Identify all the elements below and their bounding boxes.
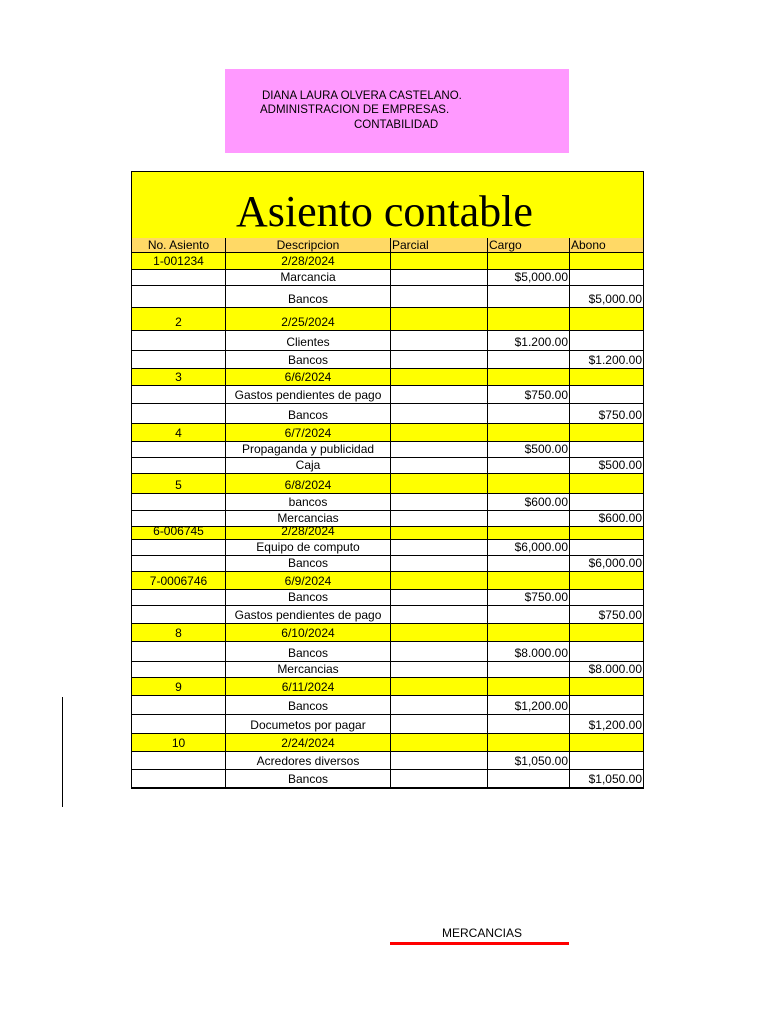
entry-description-cell — [226, 458, 391, 473]
entry-description: Documetos por pagar — [250, 718, 366, 732]
entry-debit-cell — [488, 662, 570, 677]
entry-description: 6/11/2024 — [281, 680, 335, 694]
entry-credit-cell — [570, 752, 643, 769]
entry-description: Bancos — [287, 772, 329, 786]
entry-partial-cell — [391, 527, 488, 539]
entry-partial-cell — [391, 662, 488, 677]
table-row — [132, 770, 643, 788]
column-header-label: Cargo — [489, 238, 522, 252]
entry-debit: $6,000.00 — [514, 540, 568, 554]
entry-credit-cell — [570, 404, 643, 423]
entry-partial-cell — [391, 770, 488, 787]
entry-description: 6/9/2024 — [284, 574, 332, 588]
entry-description-cell — [226, 752, 391, 769]
column-header-label: No. Asiento — [147, 238, 210, 252]
entry-number-cell — [132, 286, 226, 307]
entry-partial-cell — [391, 270, 488, 285]
entry-debit-cell — [488, 624, 570, 641]
entry-debit-cell — [488, 286, 570, 307]
entry-debit-cell — [488, 642, 570, 661]
entry-description-cell — [226, 351, 391, 368]
entry-debit-cell — [488, 734, 570, 751]
entry-number-cell — [132, 662, 226, 677]
entry-credit-cell — [570, 308, 643, 330]
entry-credit-cell — [570, 734, 643, 751]
entry-description: Bancos — [287, 590, 329, 604]
entry-description: Clientes — [286, 335, 330, 349]
entry-description: Acredores diversos — [256, 754, 360, 768]
table-row — [132, 442, 643, 458]
entry-number-cell — [132, 590, 226, 605]
entry-credit-cell — [570, 770, 643, 787]
entry-description-cell — [226, 369, 391, 385]
entry-description: 2/28/2024 — [281, 254, 335, 268]
entry-credit-cell — [570, 696, 643, 714]
entry-number-cell — [132, 424, 226, 441]
table-row — [132, 606, 643, 624]
table-row — [132, 715, 643, 734]
column-header-label: Descripcion — [276, 238, 340, 252]
entry-partial-cell — [391, 696, 488, 714]
entry-credit: $5,000.00 — [588, 292, 642, 306]
entry-partial-cell — [391, 308, 488, 330]
entry-credit-cell — [570, 369, 643, 385]
table-row — [132, 286, 643, 308]
entry-debit-cell — [488, 540, 570, 555]
entry-description: 2/25/2024 — [281, 315, 335, 329]
entry-debit-cell — [488, 572, 570, 589]
entry-description: Mercancias — [277, 511, 339, 525]
entry-description-cell — [226, 734, 391, 751]
entry-partial-cell — [391, 331, 488, 350]
entry-credit: $1,200.00 — [588, 718, 642, 732]
entry-credit-cell — [570, 474, 643, 493]
entry-description-cell — [226, 606, 391, 623]
entry-partial-cell — [391, 678, 488, 695]
entry-partial-cell — [391, 442, 488, 457]
column-header-label: Abono — [571, 238, 606, 252]
entry-debit: $750.00 — [524, 388, 568, 402]
entry-debit-cell — [488, 556, 570, 571]
entry-number-cell — [132, 474, 226, 493]
entry-description: Gastos pendientes de pago — [234, 608, 382, 622]
entry-description-cell — [226, 270, 391, 285]
entry-debit-cell — [488, 511, 570, 526]
entry-number: 3 — [175, 370, 182, 384]
table-row — [132, 662, 643, 678]
entry-credit: $500.00 — [598, 458, 642, 472]
entry-partial-cell — [391, 351, 488, 368]
entry-description: Marcancia — [280, 270, 336, 284]
entry-debit-cell — [488, 386, 570, 403]
entry-debit-cell — [488, 696, 570, 714]
entry-credit-cell — [570, 286, 643, 307]
entry-number-cell — [132, 606, 226, 623]
entry-partial-cell — [391, 404, 488, 423]
entry-debit-cell — [488, 527, 570, 539]
entry-header-row — [132, 424, 643, 442]
entry-number-cell — [132, 308, 226, 330]
entry-debit: $750.00 — [524, 590, 568, 604]
entry-credit: $600.00 — [598, 511, 642, 525]
red-underline — [390, 942, 569, 945]
entry-number-cell — [132, 715, 226, 733]
table-row — [132, 386, 643, 404]
entry-credit: $8.000.00 — [588, 662, 642, 676]
table-row — [132, 642, 643, 662]
table-row — [132, 752, 643, 770]
column-header-label: Parcial — [392, 238, 429, 252]
entry-credit-cell — [570, 678, 643, 695]
table-row — [132, 270, 643, 286]
entry-description: Bancos — [287, 699, 329, 713]
entry-number-cell — [132, 556, 226, 571]
entry-number-cell — [132, 458, 226, 473]
entry-description-cell — [226, 662, 391, 677]
entry-partial-cell — [391, 624, 488, 641]
entry-header-row — [132, 308, 643, 331]
entry-number-cell — [132, 624, 226, 641]
entry-partial-cell — [391, 606, 488, 623]
entry-number: 8 — [175, 626, 182, 640]
journal-entry-table — [131, 171, 644, 789]
entry-number: 1-001234 — [153, 254, 204, 268]
entry-description-cell — [226, 624, 391, 641]
table-row — [132, 458, 643, 474]
entry-credit: $6,000.00 — [588, 556, 642, 570]
entry-number-cell — [132, 270, 226, 285]
entry-debit-cell — [488, 442, 570, 457]
entry-credit-cell — [570, 351, 643, 368]
entry-debit: $1,200.00 — [514, 699, 568, 713]
entry-partial-cell — [391, 590, 488, 605]
entry-credit-cell — [570, 662, 643, 677]
entry-description-cell — [226, 253, 391, 269]
table-row — [132, 540, 643, 556]
entry-partial-cell — [391, 511, 488, 526]
entry-debit-cell — [488, 752, 570, 769]
entry-credit-cell — [570, 331, 643, 350]
entry-credit-cell — [570, 540, 643, 555]
entry-credit: $1.200.00 — [588, 353, 642, 367]
career-name: ADMINISTRACION DE EMPRESAS. — [260, 104, 450, 116]
entry-partial-cell — [391, 572, 488, 589]
table-row — [132, 590, 643, 606]
entry-credit: $750.00 — [598, 408, 642, 422]
entry-number-cell — [132, 642, 226, 661]
entry-description: Bancos — [287, 646, 329, 660]
entry-description: 6/8/2024 — [284, 478, 332, 492]
entry-description-cell — [226, 678, 391, 695]
table-row — [132, 404, 643, 424]
entry-debit-cell — [488, 351, 570, 368]
entry-credit-cell — [570, 642, 643, 661]
entry-debit: $1.200.00 — [514, 335, 568, 349]
entry-partial-cell — [391, 752, 488, 769]
entry-description: 2/24/2024 — [281, 736, 335, 750]
entry-credit-cell — [570, 494, 643, 510]
entry-debit-cell — [488, 494, 570, 510]
student-info-box — [225, 69, 569, 153]
entry-partial-cell — [391, 540, 488, 555]
entry-debit-cell — [488, 369, 570, 385]
column-header — [226, 238, 391, 252]
entry-debit-cell — [488, 770, 570, 787]
entry-number-cell — [132, 734, 226, 751]
table-row — [132, 556, 643, 572]
entry-description-cell — [226, 540, 391, 555]
entry-partial-cell — [391, 386, 488, 403]
entry-partial-cell — [391, 734, 488, 751]
entry-debit-cell — [488, 678, 570, 695]
entry-description: Equipo de computo — [256, 540, 360, 554]
entry-partial-cell — [391, 556, 488, 571]
entry-number-cell — [132, 540, 226, 555]
entry-description: Mercancias — [277, 662, 339, 676]
entry-number-cell — [132, 253, 226, 269]
entry-debit: $8.000.00 — [514, 646, 568, 660]
entry-number: 10 — [171, 736, 186, 750]
entry-description-cell — [226, 572, 391, 589]
entry-description-cell — [226, 696, 391, 714]
entry-partial-cell — [391, 424, 488, 441]
entry-description: Bancos — [287, 556, 329, 570]
entry-description: Caja — [295, 458, 321, 472]
entry-description-cell — [226, 386, 391, 403]
entry-partial-cell — [391, 642, 488, 661]
entry-description: Bancos — [287, 292, 329, 306]
column-header — [132, 238, 226, 252]
table-header-row — [132, 238, 643, 253]
entry-number-cell — [132, 696, 226, 714]
entry-credit-cell — [570, 442, 643, 457]
entry-header-row — [132, 253, 643, 270]
entry-debit-cell — [488, 715, 570, 733]
entry-description-cell — [226, 494, 391, 510]
entry-description-cell — [226, 642, 391, 661]
column-header — [570, 238, 643, 252]
entry-partial-cell — [391, 458, 488, 473]
entry-credit-cell — [570, 511, 643, 526]
entry-description-cell — [226, 524, 391, 539]
entry-credit-cell — [570, 270, 643, 285]
entry-header-row — [132, 624, 643, 642]
entry-description: bancos — [288, 495, 328, 509]
entry-partial-cell — [391, 253, 488, 269]
entry-number: 9 — [175, 680, 182, 694]
entry-debit-cell — [488, 606, 570, 623]
entry-description: Propaganda y publicidad — [241, 442, 375, 456]
entry-number-cell — [132, 331, 226, 350]
entry-description: 6/6/2024 — [284, 370, 332, 384]
entry-credit-cell — [570, 386, 643, 403]
entry-description-cell — [226, 770, 391, 787]
entry-description-cell — [226, 556, 391, 571]
entry-description-cell — [226, 404, 391, 423]
entry-number-cell — [132, 678, 226, 695]
entry-description: 2/28/2024 — [281, 524, 335, 538]
student-name: DIANA LAURA OLVERA CASTELANO. — [262, 90, 462, 102]
entry-debit: $500.00 — [524, 442, 568, 456]
entry-debit-cell — [488, 404, 570, 423]
footer-label: MERCANCIAS — [442, 926, 523, 940]
entry-credit-cell — [570, 527, 643, 539]
entry-number-cell — [132, 572, 226, 589]
entry-description-cell — [226, 590, 391, 605]
entry-header-row — [132, 524, 643, 540]
entry-debit-cell — [488, 458, 570, 473]
entry-debit-cell — [488, 331, 570, 350]
entry-number-cell — [132, 770, 226, 787]
entry-header-row — [132, 678, 643, 696]
entry-description: Bancos — [287, 408, 329, 422]
entry-description-cell — [226, 424, 391, 441]
entry-debit: $5,000.00 — [514, 270, 568, 284]
entry-debit-cell — [488, 308, 570, 330]
entry-credit-cell — [570, 572, 643, 589]
entry-description: 6/10/2024 — [281, 626, 335, 640]
entry-number-cell — [132, 752, 226, 769]
entry-debit-cell — [488, 424, 570, 441]
table-row — [132, 696, 643, 715]
entry-debit-cell — [488, 474, 570, 493]
vertical-divider — [62, 697, 63, 807]
entry-partial-cell — [391, 369, 488, 385]
table-row — [132, 351, 643, 369]
entry-credit-cell — [570, 590, 643, 605]
entry-credit: $750.00 — [598, 608, 642, 622]
entry-credit: $1,050.00 — [588, 772, 642, 786]
entry-credit-cell — [570, 556, 643, 571]
table-row — [132, 331, 643, 351]
entry-number-cell — [132, 442, 226, 457]
entry-credit-cell — [570, 253, 643, 269]
entry-credit-cell — [570, 424, 643, 441]
entry-credit-cell — [570, 715, 643, 733]
entry-number: 6-006745 — [153, 524, 204, 538]
entry-credit-cell — [570, 606, 643, 623]
entry-header-row — [132, 474, 643, 494]
entry-debit-cell — [488, 590, 570, 605]
entry-number-cell — [132, 494, 226, 510]
entry-description-cell — [226, 474, 391, 493]
entry-description-cell — [226, 308, 391, 330]
entry-description: Bancos — [287, 353, 329, 367]
entry-debit: $600.00 — [524, 495, 568, 509]
entry-description-cell — [226, 442, 391, 457]
entry-description-cell — [226, 715, 391, 733]
column-header — [488, 238, 570, 252]
title-band — [132, 172, 643, 238]
entry-description-cell — [226, 331, 391, 350]
entry-partial-cell — [391, 286, 488, 307]
column-header — [391, 238, 488, 252]
entry-partial-cell — [391, 494, 488, 510]
entry-description: Gastos pendientes de pago — [234, 388, 382, 402]
entry-debit-cell — [488, 270, 570, 285]
subject-name: CONTABILIDAD — [354, 119, 439, 131]
entry-number: 5 — [175, 478, 182, 492]
entry-number-cell — [132, 404, 226, 423]
entry-partial-cell — [391, 474, 488, 493]
entry-header-row — [132, 369, 643, 386]
entry-header-row — [132, 572, 643, 590]
entry-partial-cell — [391, 715, 488, 733]
entry-description-cell — [226, 286, 391, 307]
entry-description: 6/7/2024 — [284, 426, 332, 440]
entry-credit-cell — [570, 458, 643, 473]
entry-debit-cell — [488, 253, 570, 269]
entry-number: 2 — [175, 315, 182, 329]
entry-credit-cell — [570, 624, 643, 641]
entry-number-cell — [132, 369, 226, 385]
entry-number: 4 — [175, 426, 182, 440]
entry-number: 7-0006746 — [149, 574, 208, 588]
entry-header-row — [132, 734, 643, 752]
entry-number-cell — [132, 351, 226, 368]
entry-number-cell — [132, 524, 226, 539]
table-title: Asiento contable — [236, 187, 533, 236]
entry-number-cell — [132, 386, 226, 403]
entry-debit: $1,050.00 — [514, 754, 568, 768]
table-row — [132, 494, 643, 511]
